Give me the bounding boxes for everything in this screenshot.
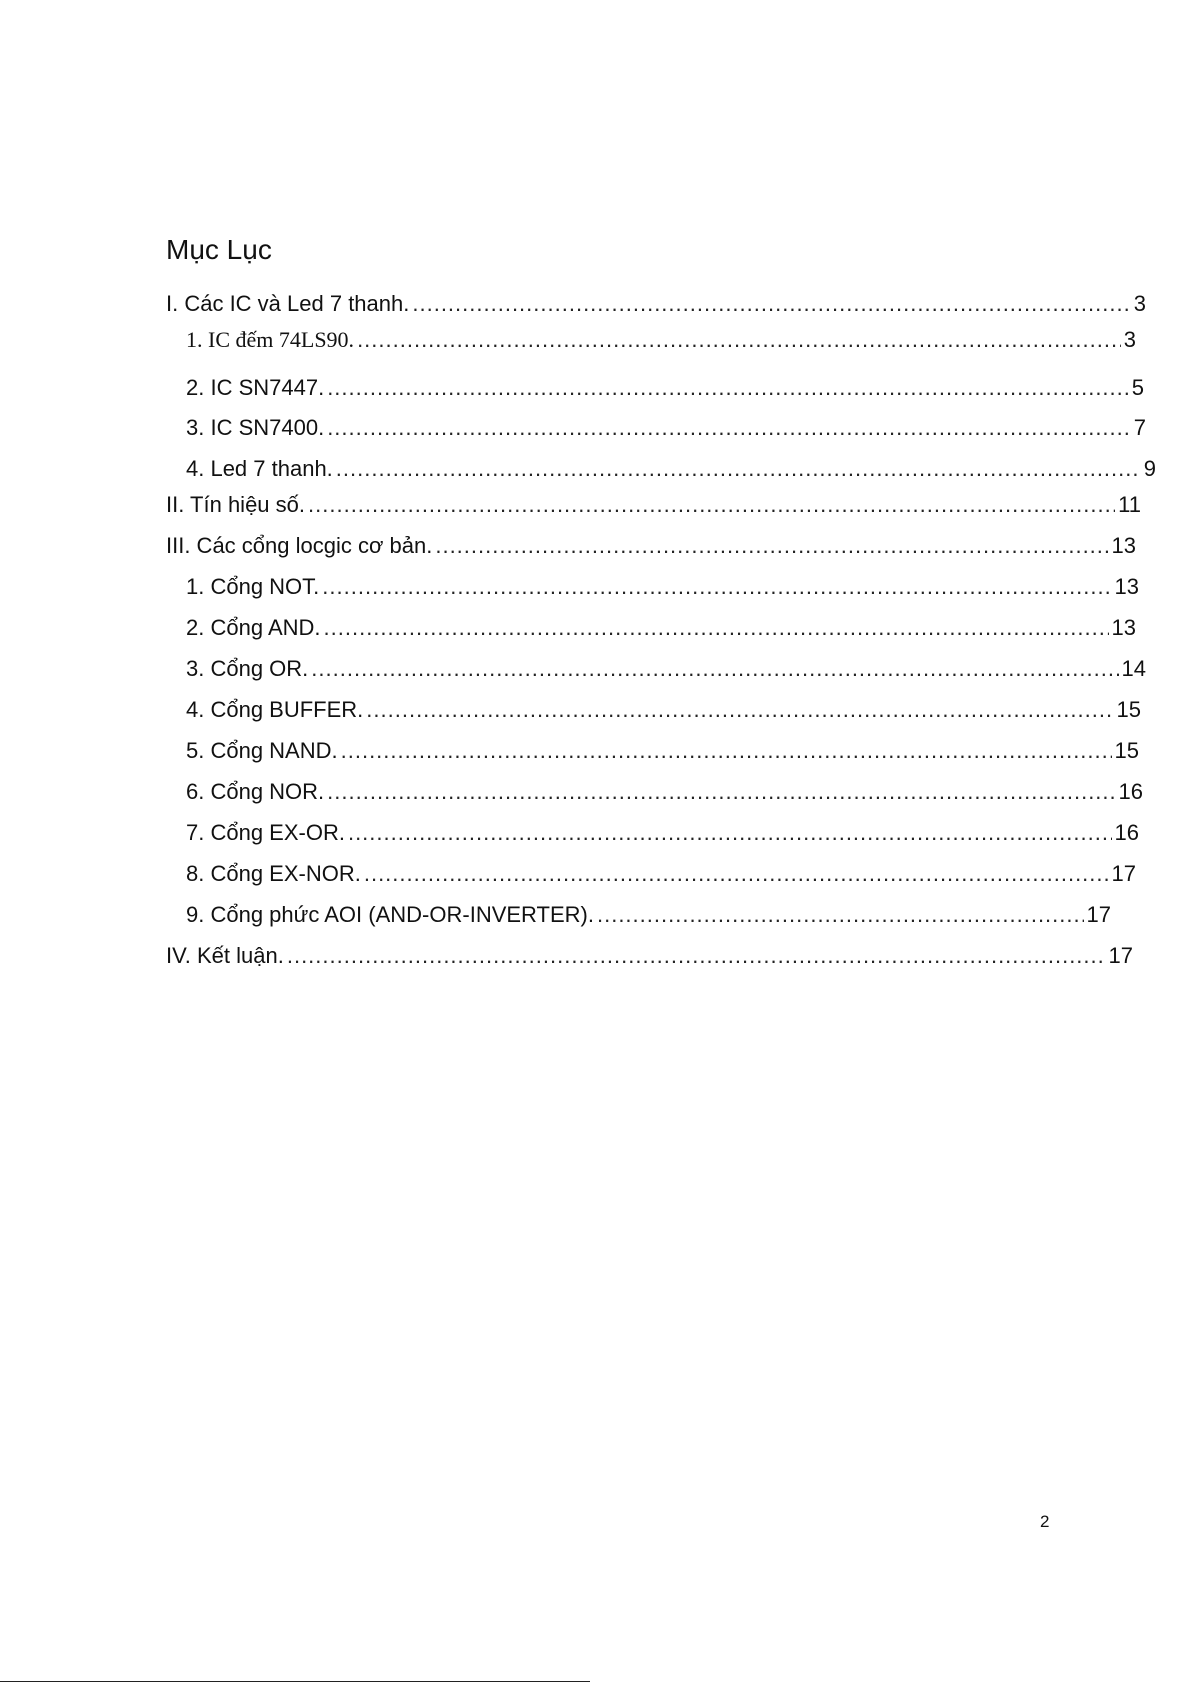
toc-entry-label: 2. IC SN7447. (186, 375, 325, 400)
toc-entry-page: 14 (1121, 656, 1146, 681)
toc-leader-dots (412, 290, 1130, 318)
toc-entry-label: 6. Cổng NOR. (186, 779, 325, 804)
toc-entry-label: 1. Cổng NOT. (186, 574, 320, 599)
toc-entry-page: 15 (1114, 738, 1139, 763)
page-number: 2 (1040, 1512, 1050, 1531)
toc-entry-label: IV. Kết luận. (166, 943, 284, 968)
toc-entry-label: 2. Cổng AND. (186, 615, 321, 640)
toc-leader-dots (327, 414, 1131, 442)
toc-entry-label: 5. Cổng NAND. (186, 738, 338, 763)
toc-entry[interactable] (166, 942, 1133, 970)
toc-entry-page: 17 (1086, 902, 1111, 927)
toc-entry-page: 15 (1116, 697, 1141, 722)
toc-leader-dots (311, 655, 1118, 683)
toc-leader-dots (336, 455, 1141, 483)
toc-entry-page: 5 (1131, 375, 1144, 400)
toc-entry-page: 17 (1108, 943, 1133, 968)
toc-leader-dots (435, 532, 1108, 560)
toc-entry[interactable] (186, 655, 1146, 683)
toc-entry-label: I. Các IC và Led 7 thanh. (166, 291, 410, 316)
toc-entry-page: 13 (1111, 533, 1136, 558)
toc-leader-dots (327, 374, 1129, 402)
toc-entry-label: 9. Cổng phức AOI (AND-OR-INVERTER). (186, 902, 594, 927)
toc-entry-page: 3 (1123, 327, 1136, 352)
toc-leader-dots (287, 942, 1106, 970)
toc-entry-label: 4. Cổng BUFFER. (186, 697, 364, 722)
toc-entry[interactable] (186, 696, 1141, 724)
toc-entry-label: 3. Cổng OR. (186, 656, 309, 681)
toc-entry-page: 16 (1114, 820, 1139, 845)
toc-leader-dots (357, 326, 1121, 354)
toc-entry[interactable] (186, 614, 1136, 642)
toc-leader-dots (324, 614, 1109, 642)
toc-leader-dots (597, 901, 1084, 929)
toc-leader-dots (341, 737, 1112, 765)
toc-entry[interactable] (166, 532, 1136, 560)
toc-entry[interactable] (186, 819, 1139, 847)
toc-entry[interactable] (186, 860, 1136, 888)
toc-entry-label: III. Các cổng locgic cơ bản. (166, 533, 433, 558)
toc-entry-label: II. Tín hiệu số. (166, 492, 306, 517)
toc-entry-page: 16 (1118, 779, 1143, 804)
toc-entry[interactable] (186, 901, 1111, 929)
toc-leader-dots (364, 860, 1109, 888)
toc-entry-label: 3. IC SN7400. (186, 415, 325, 440)
toc-entry[interactable] (186, 455, 1156, 483)
toc-entry[interactable] (186, 573, 1139, 601)
footer-divider (0, 1681, 590, 1682)
toc-entry[interactable] (166, 290, 1146, 318)
toc-entry-page: 3 (1133, 291, 1146, 316)
toc-title: Mục Lục (166, 234, 272, 265)
toc-entry-page: 13 (1111, 615, 1136, 640)
toc-entry[interactable] (186, 326, 1136, 354)
toc-entry[interactable] (186, 737, 1139, 765)
toc-entry-page: 11 (1118, 492, 1141, 517)
toc-entry-label: 4. Led 7 thanh. (186, 456, 333, 481)
toc-leader-dots (322, 573, 1111, 601)
toc-entry-page: 17 (1111, 861, 1136, 886)
toc-entry[interactable] (186, 414, 1146, 442)
toc-entry[interactable] (186, 374, 1144, 402)
toc-entry[interactable] (186, 778, 1143, 806)
toc-leader-dots (348, 819, 1112, 847)
toc-entry[interactable] (166, 491, 1141, 519)
toc-entry-label: 8. Cổng EX-NOR. (186, 861, 361, 886)
toc-leader-dots (308, 491, 1115, 519)
toc-entry-label: 7. Cổng EX-OR. (186, 820, 345, 845)
toc-leader-dots (327, 778, 1115, 806)
toc-entry-label: 1. IC đếm 74LS90. (186, 327, 355, 352)
toc-entry-page: 13 (1114, 574, 1139, 599)
toc-entry-page: 9 (1143, 456, 1156, 481)
toc-entry-page: 7 (1133, 415, 1146, 440)
toc-leader-dots (366, 696, 1113, 724)
